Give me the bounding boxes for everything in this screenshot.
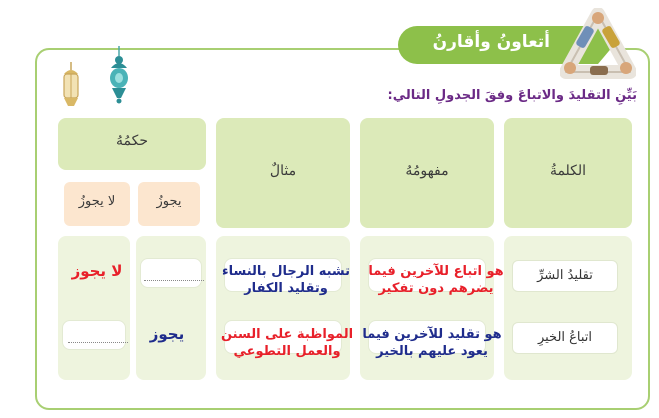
ruling-not-allowed-option (64, 182, 130, 226)
col-word-body (504, 236, 632, 380)
row2-concept-answer[interactable] (360, 326, 504, 360)
ruling-allowed-label: يجوزُ (156, 194, 182, 209)
lantern-right-icon (106, 46, 132, 106)
col-example-label: مثالٌ (269, 163, 297, 179)
row1-ruling-answer[interactable]: لا يجوز (71, 262, 123, 280)
row2-word: اتباعُ الخيرِ (537, 330, 593, 345)
row2-example-answer[interactable] (212, 326, 362, 360)
row2-not-allowed-box (62, 320, 126, 350)
row1-allowed-box (140, 258, 202, 288)
row1-example-answer[interactable] (204, 263, 368, 297)
row2-concept-line1: هو تقليد للآخرين فيما (362, 327, 502, 342)
col-concept-label: مفهومُهُ (405, 163, 449, 179)
row1-example-line2: وتقليد الكفار (244, 281, 328, 296)
row2-ruling-answer[interactable]: يجوز (149, 325, 185, 343)
col-ruling-header (58, 118, 206, 170)
row1-concept-line1: هو اتباع للآخرين فيما (368, 264, 504, 279)
row2-example-line1: المواظبة على السنن (220, 327, 354, 342)
row1-word: تقليدُ الشرِّ (537, 268, 593, 283)
row2-word-box (512, 322, 618, 354)
ruling-allowed-option (138, 182, 200, 226)
instruction-text: بَيِّنِ التقليدَ والاتباعَ وفقَ الجدولِ التالي: (387, 88, 637, 103)
row1-concept-answer[interactable] (368, 263, 504, 297)
activity-title: أتعاونُ وأقارنُ (432, 32, 550, 52)
row2-concept-line2: يعود عليهم بالخير (376, 344, 488, 359)
row2-dotted-line (68, 341, 128, 343)
col-example-header (216, 118, 350, 228)
col-word-header (504, 118, 632, 228)
row2-example-line2: والعمل التطوعي (233, 344, 341, 359)
col-word-label: الكلمةُ (549, 163, 587, 179)
row1-dotted-line (144, 279, 204, 281)
row1-example-line1: تشبه الرجال بالنساء (221, 264, 350, 279)
row1-word-box (512, 260, 618, 292)
row1-concept-line2: يضرهم دون تفكير (378, 281, 494, 296)
cooperating-hands-icon (560, 8, 636, 84)
lantern-left-icon (60, 62, 82, 110)
ruling-not-allowed-label: لا يجوزُ (78, 194, 116, 209)
col-ruling-not-allowed-body (58, 236, 130, 380)
col-concept-header (360, 118, 494, 228)
col-ruling-label: حكمُهُ (116, 133, 148, 149)
